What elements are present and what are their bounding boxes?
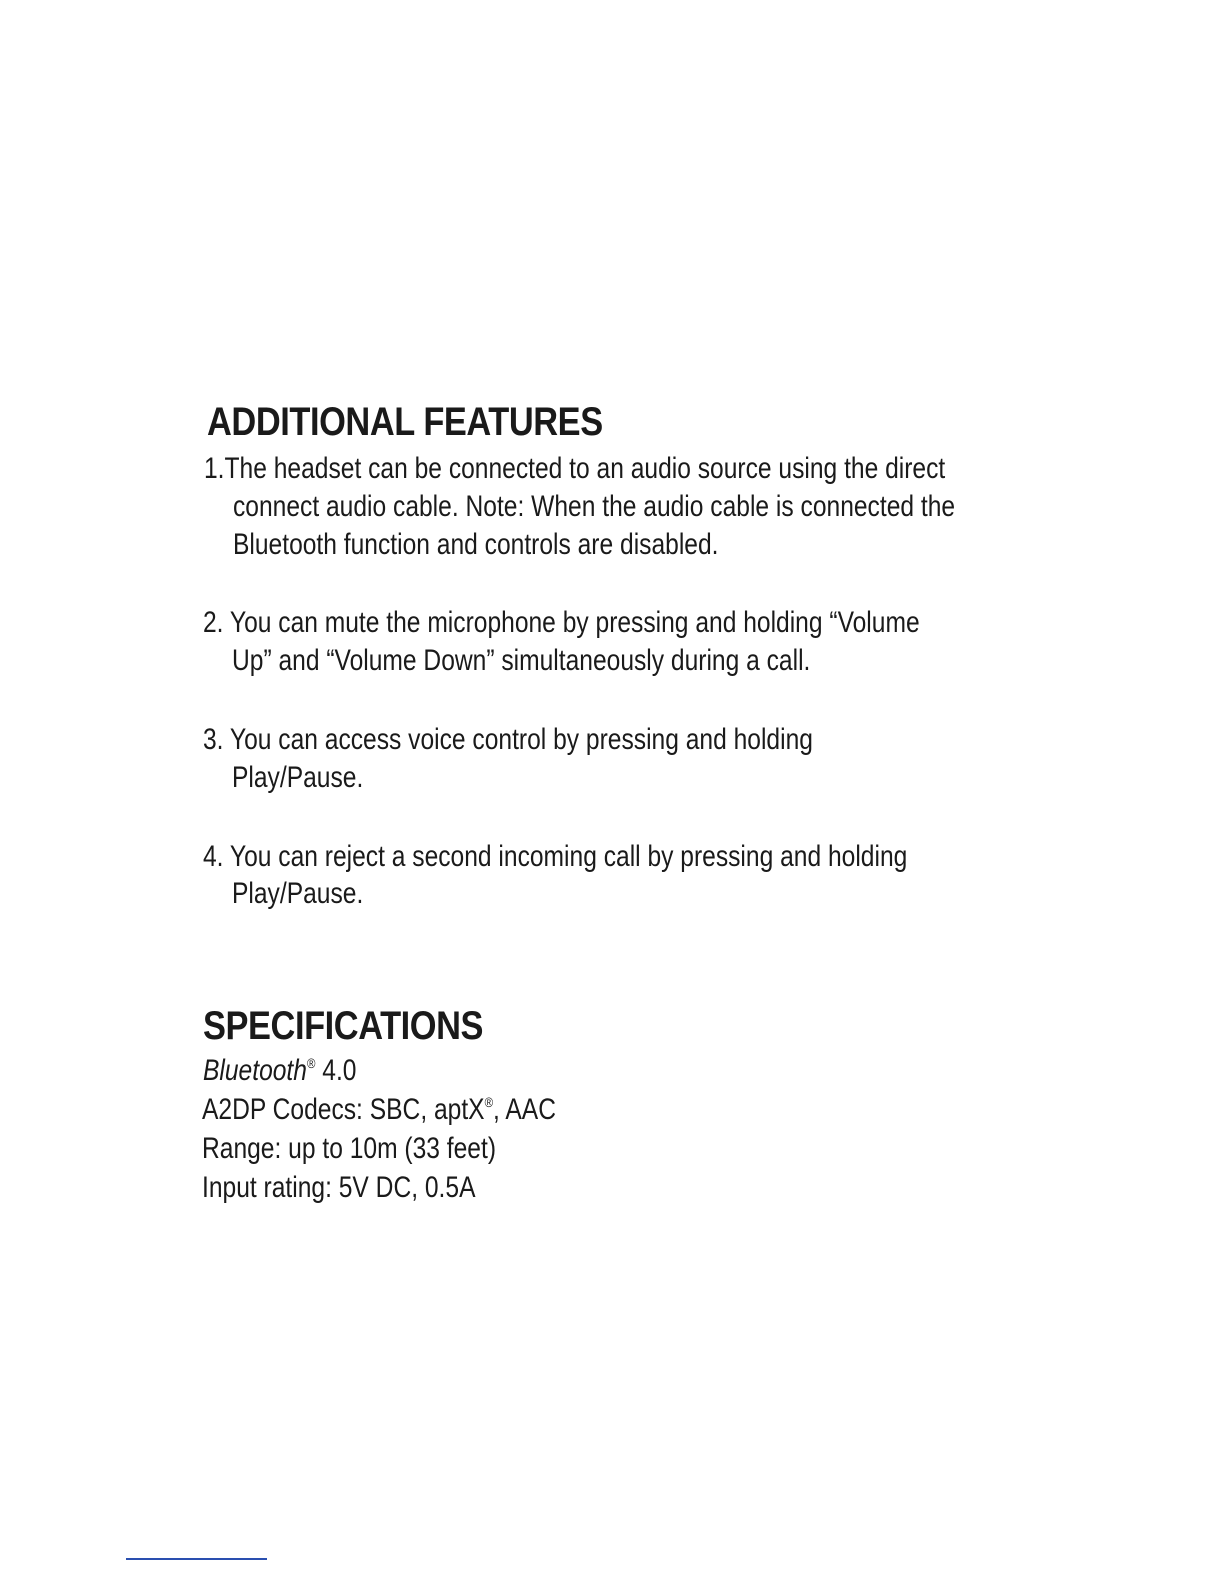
feature-4-line-1: You can reject a second incoming call by pressing and holding [229, 840, 908, 873]
spec-input-rating: Input rating: 5V DC, 0.5A [202, 1171, 476, 1204]
spec-bluetooth [203, 1052, 356, 1090]
spec-codecs: A2DP Codecs: SBC, aptX®, AAC [202, 1093, 556, 1126]
registered-mark: ® [306, 1055, 316, 1071]
feature-1-line-2: connect audio cable. Note: When the audio cable is connected the [233, 490, 956, 523]
bluetooth-version: 4.0 [322, 1054, 357, 1087]
feature-4-line-2: Play/Pause. [232, 877, 364, 910]
registered-mark: ® [484, 1094, 494, 1110]
additional-features-heading: ADDITIONAL FEATURES [207, 400, 603, 444]
feature-1-line-3: Bluetooth function and controls are disabled. [233, 528, 719, 561]
feature-number-4: 4. [203, 840, 224, 873]
spec-range: Range: up to 10m (33 feet) [202, 1132, 497, 1165]
feature-2-line-1: You can mute the microphone by pressing and holding “Volume [229, 606, 920, 639]
bluetooth-name: Bluetooth [203, 1054, 307, 1087]
feature-1-line-1: The headset can be connected to an audio source using the direct [224, 452, 946, 485]
feature-3-line-2: Play/Pause. [232, 761, 364, 794]
specifications-heading: SPECIFICATIONS [203, 1004, 484, 1048]
feature-number-1: 1. [204, 452, 225, 485]
footer-rule [126, 1558, 267, 1560]
feature-3-line-1: You can access voice control by pressing and holding [229, 723, 813, 756]
feature-2-line-2: Up” and “Volume Down” simultaneously during a call. [232, 644, 811, 677]
feature-number-3: 3. [203, 723, 224, 756]
feature-number-2: 2. [203, 606, 224, 639]
